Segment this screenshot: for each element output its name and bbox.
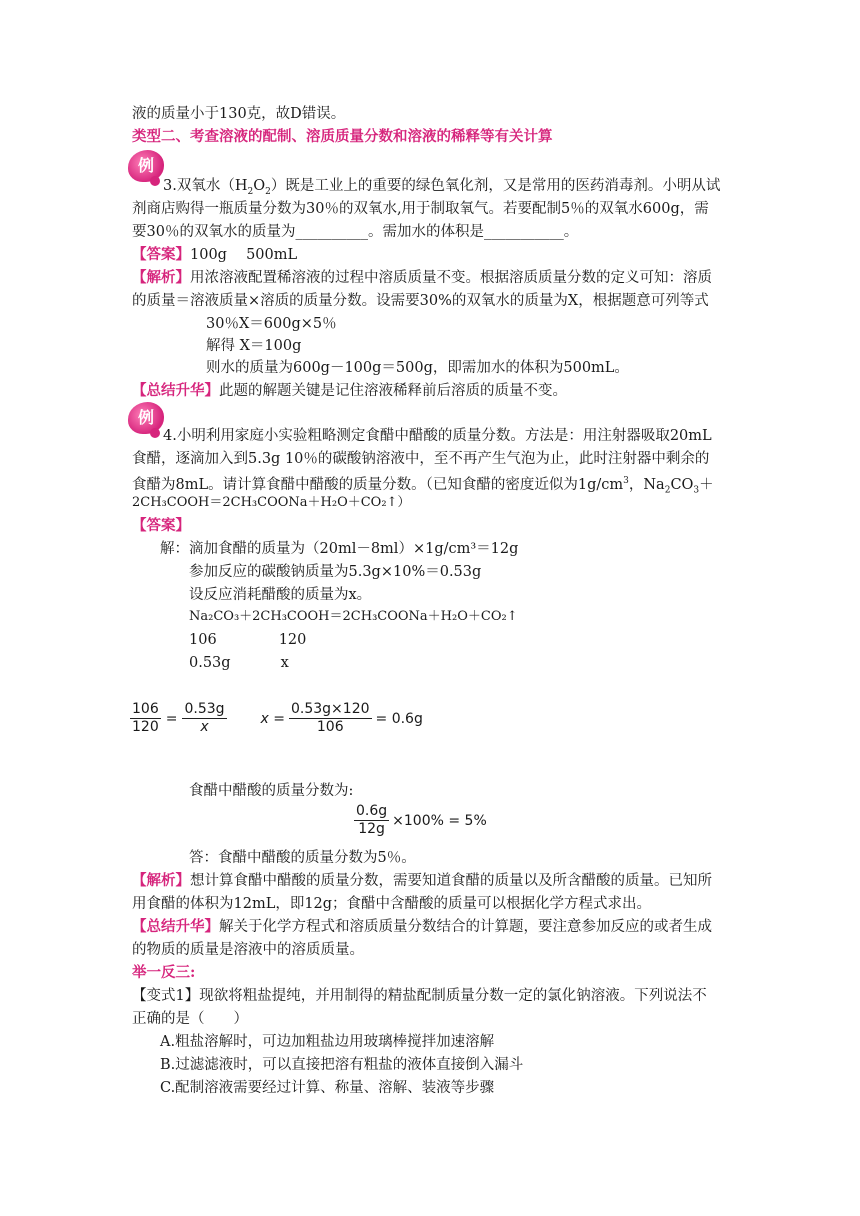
- fraction-right: $\frac{0.53g}{x}$: [184, 701, 225, 735]
- summary-tag: 【总结升华】: [132, 918, 219, 935]
- question-4-line-4: 2CH₃COOH＝2CH₃COONa＋H₂O＋CO₂↑）: [132, 495, 411, 510]
- summary-4-line-2: 的物质的质量是溶液中的溶质质量。: [132, 942, 364, 958]
- solution-line-3: 设反应消耗醋酸的质量为x。: [189, 587, 372, 603]
- question-4-line-2: 食醋，逐滴加入到5.3g 10％的碳酸钠溶液中，至不再产生气泡为止，此时注射器中剩余的: [132, 451, 710, 467]
- analysis-tag: 【解析】: [132, 269, 190, 286]
- solution-equation: Na₂CO₃＋2CH₃COOH＝2CH₃COONa＋H₂O＋CO₂↑: [189, 609, 518, 624]
- analysis-line-2: 的质量＝溶液质量×溶质的质量分数。设需要30%的双氧水的质量为X，根据题意可列等式: [132, 293, 709, 309]
- summary-tag: 【总结升华】: [132, 382, 219, 399]
- answer-tag-line: [132, 515, 190, 537]
- analysis-4-line-2: 用食醋的体积为12mL，即12g；食醋中含醋酸的质量可以根据化学方程式求出。: [132, 896, 652, 912]
- option-b: B.过滤滤液时，可以直接把溶有粗盐的液体直接倒入漏斗: [160, 1057, 524, 1073]
- question-3-line-2: 剂商店购得一瓶质量分数为30％的双氧水,用于制取氧气。若要配制5％的双氧水600g，需: [132, 201, 709, 217]
- fraction-solve: $\frac{0.53g\times 120}{106}$: [291, 701, 370, 735]
- option-c: C.配制溶液需要经过计算、称量、溶解、装液等步骤: [160, 1080, 495, 1096]
- summary-line: 【总结升华】此题的解题关键是记住溶液稀释前后溶质的质量不变。: [132, 382, 567, 399]
- analysis-4-line-1: 【解析】想计算食醋中醋酸的质量分数，需要知道食醋的质量以及所含醋酸的质量。已知所: [132, 872, 712, 889]
- analysis-line-4: 解得 X＝100g: [206, 338, 302, 354]
- fraction-percent: $\frac{0.6g}{12g}$: [356, 803, 388, 837]
- solution-ratio-top: 106 120: [189, 632, 307, 648]
- badge-tail-icon: [150, 428, 160, 438]
- final-answer: 答：食醋中醋酸的质量分数为5％。: [189, 850, 416, 866]
- variant-1-line-1: 【变式1】现欲将粗盐提纯，并用制得的精盐配制质量分数一定的氯化钠溶液。下列说法不: [132, 988, 707, 1004]
- analysis-tag: 【解析】: [132, 872, 190, 889]
- question-3-line-3: 要30％的双氧水的质量为__________。需加水的体积是___________。: [132, 224, 579, 240]
- answer-tag: 【答案】: [132, 246, 190, 263]
- text-line: 液的质量小于130克，故D错误。: [132, 106, 346, 122]
- practice-heading: 举一反三:: [132, 964, 196, 981]
- solution-line-1: 解：滴加食醋的质量为（20ml－8ml）×1g/cm³＝12g: [160, 541, 519, 557]
- solution-line-2: 参加反应的碳酸钠质量为5.3g×10%＝0.53g: [189, 564, 482, 580]
- question-4-line-3: 食醋为8mL。请计算食醋中醋酸的质量分数。（已知食醋的密度近似为$1g/cm^3$，$Na_2CO_3+$: [132, 476, 714, 496]
- example-badge-icon: 例: [128, 150, 164, 182]
- answer-tag: 【答案】: [132, 517, 190, 534]
- variant-1-line-2: 正确的是（ ）: [132, 1011, 248, 1027]
- section-heading: 类型二、考查溶液的配制、溶质质量分数和溶液的稀释等有关计算: [132, 128, 553, 145]
- analysis-line-1: 【解析】用浓溶液配置稀溶液的过程中溶质质量不变。根据溶质质量分数的定义可知：溶质: [132, 269, 712, 286]
- solution-ratio-bottom: 0.53g x: [189, 655, 289, 671]
- question-4-line-1: 4.小明利用家庭小实验粗略测定食醋中醋酸的质量分数。方法是：用注射器吸取20mL: [163, 428, 712, 444]
- option-a: A.粗盐溶解时，可边加粗盐边用玻璃棒搅拌加速溶解: [160, 1034, 495, 1050]
- summary-4-line-1: 【总结升华】解关于化学方程式和溶质质量分数结合的计算题，要注意参加反应的或者生成: [132, 918, 712, 935]
- question-3-line-1: 3.双氧水$(H_2O_2)$既是工业上的重要的绿色氧化剂，又是常用的医药消毒剂。小明从试: [163, 178, 721, 197]
- answer-line: 【答案】100g 500mL: [132, 246, 298, 263]
- badge-tail-icon: [150, 176, 160, 186]
- proportion-equation: $\frac{106}{120}$ = $\frac{0.53g}{x}$ x = $\frac{0.53g\times 120}{106}$ = 0.6g: [132, 701, 423, 735]
- result-intro: 食醋中醋酸的质量分数为:: [189, 783, 354, 799]
- percentage-equation: $\frac{0.6g}{12g}$ ×100% = 5%: [356, 803, 487, 837]
- example-badge-icon: 例: [128, 402, 164, 434]
- analysis-line-3: 30％X＝600g×5％: [206, 316, 337, 332]
- analysis-line-5: 则水的质量为600g－100g＝500g，即需加水的体积为500mL。: [206, 360, 629, 376]
- fraction-left: $\frac{106}{120}$: [132, 701, 159, 735]
